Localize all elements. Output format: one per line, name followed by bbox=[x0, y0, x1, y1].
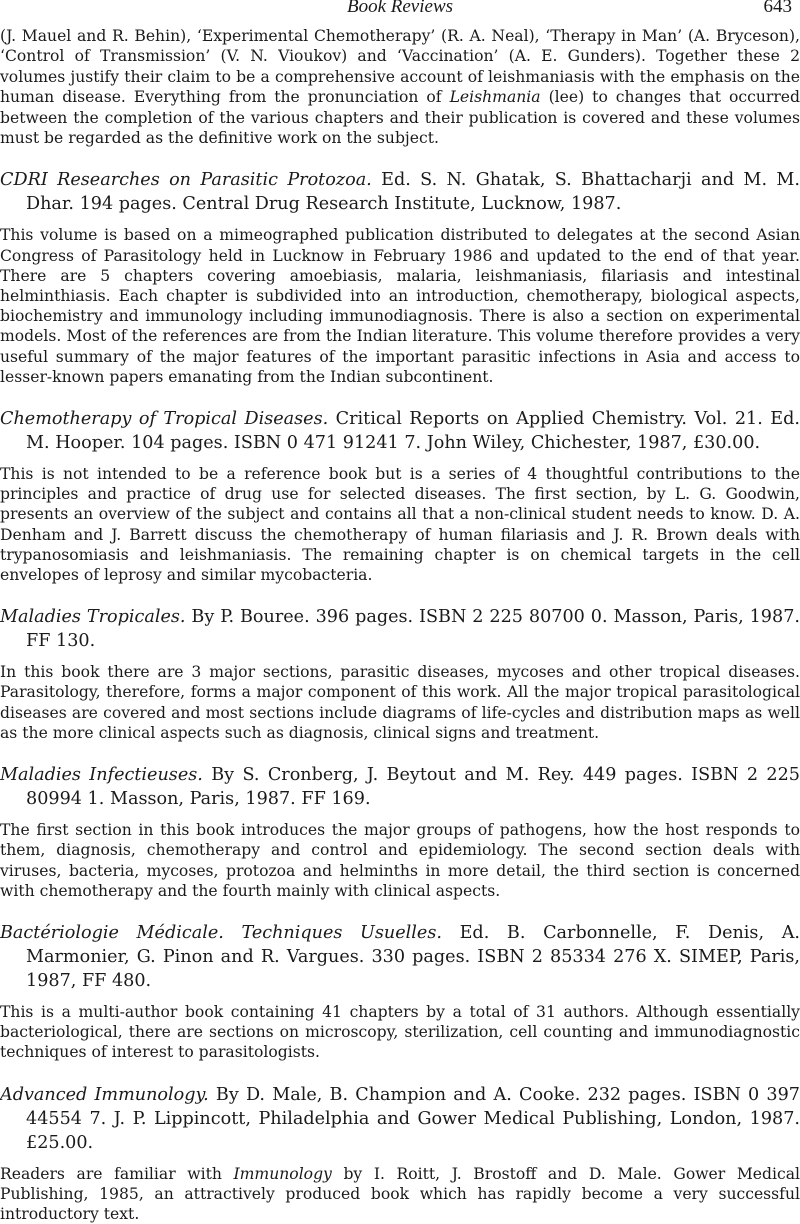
review-body bbox=[0, 1164, 800, 1224]
review-heading bbox=[0, 407, 800, 455]
book-citation: Critical Reports on Applied Chemistry. Vol. 21. Ed. M. Hooper. 104 pages. ISBN 0 471 91241 7. John Wiley, Chichester, 1987, £30.00. bbox=[26, 409, 800, 454]
book-citation: Ed. S. N. Ghatak, S. Bhattacharji and M. M. Dhar. 194 pages. Central Drug Research Institute, Lucknow, 1987. bbox=[26, 170, 800, 215]
book-title: Bactériologie Médicale. Techniques Usuelles. bbox=[0, 922, 442, 943]
book-title: CDRI Researches on Parasitic Protozoa. bbox=[0, 170, 372, 191]
book-citation: Ed. B. Carbonnelle, F. Denis, A. Marmonier, G. Pinon and R. Vargues. 330 pages. ISBN 2 85334 276 X. SIMEP, Paris, 1987, FF 480. bbox=[26, 922, 800, 991]
review-heading bbox=[0, 921, 800, 993]
review-body: This volume is based on a mimeographed publication distributed to delegates at the second Asian Congress of Parasitology held in Lucknow in February 1986 and updated to the end of that year. There are 5 chapters covering amoebiasis, malaria, leishmaniasis, filariasis and intestinal helminthiasis. Each chapter is subdivided into an introduction, chemotherapy, biological aspects, biochemistry and immunology including immunodiagnosis. There is also a section on experimental models. Most of the references are from the Indian literature. This volume therefore provides a very useful summary of the major features of the important parasitic infections in Asia and access to lesser-known papers emanating from the Indian subcontinent. bbox=[0, 226, 800, 386]
review-item bbox=[0, 407, 800, 585]
book-title: Chemotherapy of Tropical Diseases. bbox=[0, 409, 329, 430]
review-item bbox=[0, 763, 800, 901]
review-item bbox=[0, 1083, 800, 1224]
review-heading bbox=[0, 605, 800, 653]
review-heading bbox=[0, 168, 800, 216]
page-header bbox=[0, 0, 800, 22]
book-title: Maladies Infectieuses. bbox=[0, 765, 203, 786]
book-citation: By P. Bouree. 396 pages. ISBN 2 225 80700 0. Masson, Paris, 1987. FF 130. bbox=[26, 607, 800, 652]
book-title: Maladies Tropicales. bbox=[0, 607, 186, 628]
review-item bbox=[0, 605, 800, 743]
review-item bbox=[0, 921, 800, 1063]
review-body: This is a multi-author book containing 41 chapters by a total of 31 authors. Although essentially bacteriological, there are sections on microscopy, sterilization, cell counting and immunodiagnostic techniques of interest to parasitologists. bbox=[0, 1002, 800, 1062]
continued-text-italic: Leishmania bbox=[449, 88, 541, 107]
book-citation: By S. Cronberg, J. Beytout and M. Rey. 449 pages. ISBN 2 225 80994 1. Masson, Paris, 1987. FF 169. bbox=[26, 765, 800, 810]
review-body: The first section in this book introduces the major groups of pathogens, how the host responds to them, diagnosis, chemotherapy and control and epidemiology. The second section deals with viruses, bacteria, mycoses, protozoa and helminths in more detail, the third section is concerned with chemotherapy and the fourth mainly with clinical aspects. bbox=[0, 821, 800, 900]
page-content bbox=[0, 26, 800, 1224]
review-heading bbox=[0, 1083, 800, 1155]
review-body-lead: Readers are familiar with bbox=[0, 1164, 234, 1183]
book-title: Advanced Immunology. bbox=[0, 1084, 209, 1105]
running-title: Book Reviews bbox=[346, 0, 454, 17]
review-body: In this book there are 3 major sections, parasitic diseases, mycoses and other tropical diseases. Parasitology, therefore, forms a major component of this work. All the major tropical parasitological diseases are covered and most sections include diagrams of life-cycles and distribution maps as well as the more clinical aspects such as diagnosis, clinical signs and treatment. bbox=[0, 663, 800, 742]
review-body-italic: Immunology bbox=[233, 1164, 332, 1183]
continued-paragraph bbox=[0, 26, 800, 148]
review-body: This is not intended to be a reference book but is a series of 4 thoughtful contributions to the principles and practice of drug use for selected diseases. The first section, by L. G. Goodwin, presents an overview of the subject and contains all that a non-clinical student needs to know. D. A. Denham and J. Barrett discuss the chemotherapy of human filariasis and J. R. Brown deals with trypanosomiasis and leishmaniasis. The remaining chapter is on chemical targets in the cell envelopes of leprosy and similar mycobacteria. bbox=[0, 465, 800, 585]
continued-text-tail: (lee) to changes that occurred between the completion of the various chapters and their publication is covered and these volumes must be regarded as the definitive work on the subject. bbox=[0, 88, 800, 148]
book-citation: By D. Male, B. Champion and A. Cooke. 232 pages. ISBN 0 397 44554 7. J. P. Lippincott, Philadelphia and Gower Medical Publishing, London, 1987. £25.00. bbox=[26, 1084, 800, 1153]
review-body-tail: by I. Roitt, J. Brostoff and D. Male. Gower Medical Publishing, 1985, an attractively produced book which has rapidly become a very successful introductory text. bbox=[0, 1164, 800, 1223]
continued-text-lead: (J. Mauel and R. Behin), ‘Experimental Chemotherapy’ (R. A. Neal), ‘Therapy in Man’ (A. Bryceson), ‘Control of Transmission’ (V. N. Vioukov) and ‘Vaccination’ (A. E. Gunders). Together these 2 volumes justify their claim to be a comprehensive account of leishmaniasis with the emphasis on the human disease. Everything from the pronunciation of bbox=[0, 27, 800, 107]
page-number: 643 bbox=[763, 0, 792, 17]
review-item bbox=[0, 168, 800, 387]
review-heading bbox=[0, 763, 800, 811]
